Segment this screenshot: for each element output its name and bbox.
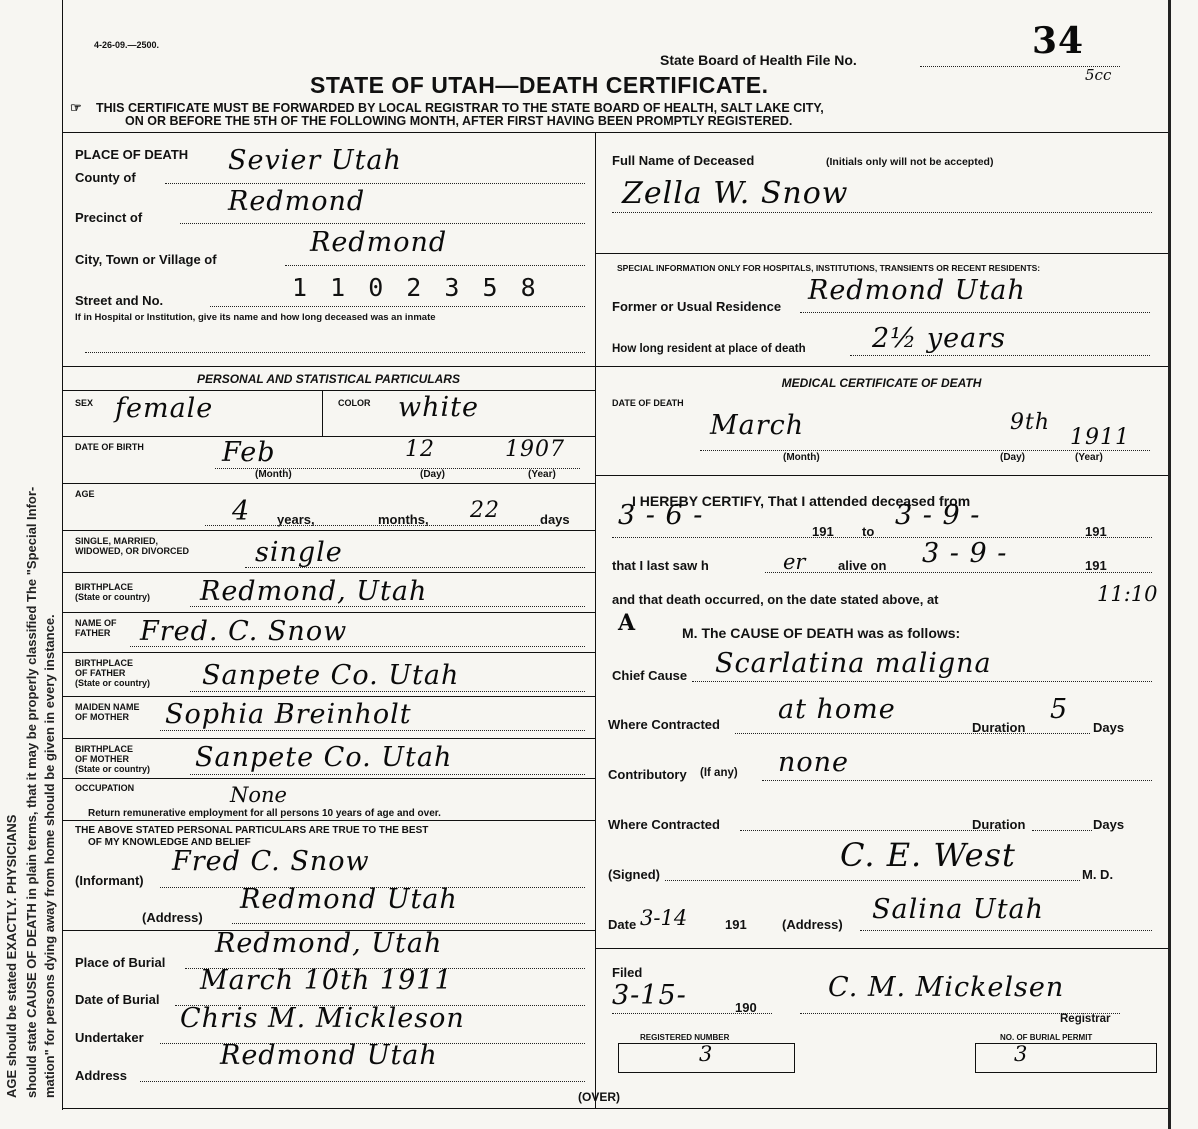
registered-number-value: 3: [699, 1042, 713, 1066]
informant-value: Fred C. Snow: [172, 846, 370, 877]
last-saw-label: that I last saw h: [612, 558, 709, 573]
informant-label: (Informant): [75, 873, 144, 888]
alive-on-line: [765, 572, 1152, 573]
registered-number-label: REGISTERED NUMBER: [640, 1033, 730, 1042]
death-date-divider: [595, 475, 1168, 476]
age-days-value: 22: [470, 498, 500, 523]
signed-line: [665, 880, 1080, 881]
left-border: [62, 0, 63, 1110]
chief-cause-value: Scarlatina maligna: [715, 648, 992, 679]
contributory-label: Contributory: [608, 767, 687, 782]
medical-section-title: MEDICAL CERTIFICATE OF DEATH: [781, 376, 982, 390]
mother-birthplace-line: [190, 774, 585, 775]
father-birthplace-label-1: BIRTHPLACE: [75, 658, 133, 668]
occupation-label: OCCUPATION: [75, 783, 135, 793]
mother-row-divider: [62, 738, 595, 739]
notice-line-1: THIS CERTIFICATE MUST BE FORWARDED BY LOCAL REGISTRAR TO THE STATE BOARD OF HEALTH, SALT LAKE CITY,: [96, 101, 824, 115]
name-divider: [595, 253, 1168, 254]
age-years-label: years,: [277, 512, 315, 527]
father-line: [130, 646, 585, 647]
color-value: white: [398, 392, 479, 423]
marital-value: single: [255, 537, 343, 568]
death-time-value: 11:10: [1097, 582, 1158, 606]
over-label: (OVER): [578, 1090, 620, 1104]
attended-to-year: 191: [1085, 524, 1107, 539]
residence-value: Redmond Utah: [808, 275, 1026, 306]
death-day-caption: (Day): [1000, 452, 1026, 463]
duration-value: 5: [1050, 694, 1069, 725]
cert-date-label: Date: [608, 917, 637, 932]
mother-birthplace-label-3: (State or country): [75, 764, 151, 774]
resident-duration-line: [850, 355, 1150, 356]
last-saw-value: er: [783, 550, 806, 574]
hospital-line: [85, 352, 585, 353]
notice-line-2: ON OR BEFORE THE 5TH OF THE FOLLOWING MONTH, AFTER FIRST HAVING BEEN PROMPTLY REGISTERED.: [125, 114, 793, 128]
informant-address-value: Redmond Utah: [240, 884, 458, 915]
father-birthplace-label-3: (State or country): [75, 678, 151, 688]
precinct-value: Redmond: [228, 186, 366, 217]
death-date-label: DATE OF DEATH: [612, 398, 684, 408]
burial-place-value: Redmond, Utah: [215, 928, 443, 959]
sex-color-divider: [322, 390, 323, 436]
dob-year-caption: (Year): [528, 469, 556, 480]
marital-label-2: WIDOWED, OR DIVORCED: [75, 546, 189, 556]
duration-2-label: Duration: [972, 817, 1026, 832]
contributory-value: none: [778, 747, 850, 778]
residence-label: Former or Usual Residence: [612, 299, 782, 314]
personal-title-divider: [62, 390, 595, 391]
death-month-value: March: [710, 410, 805, 441]
county-value: Sevier Utah: [228, 145, 402, 176]
registrar-label: Registrar: [1060, 1013, 1111, 1025]
place-section-divider: [62, 366, 595, 367]
mother-birthplace-row-divider: [62, 778, 595, 779]
sex-value: female: [115, 393, 214, 424]
deceased-name-note: (Initials only will not be accepted): [826, 156, 994, 168]
attest-line-2: OF MY KNOWLEDGE AND BELIEF: [88, 837, 251, 848]
attended-line: [612, 537, 1152, 538]
attended-to-value: 3 - 9 -: [895, 500, 981, 531]
informant-address-label: (Address): [142, 910, 203, 925]
burial-permit-label: NO. OF BURIAL PERMIT: [1000, 1033, 1093, 1042]
am-value: A: [618, 610, 637, 636]
death-month-caption: (Month): [783, 452, 820, 463]
margin-note: 5cc: [1085, 66, 1112, 84]
mother-birthplace-label-1: BIRTHPLACE: [75, 744, 133, 754]
death-day-value: 9th: [1010, 410, 1051, 435]
duration-days-label: Days: [1093, 720, 1125, 735]
undertaker-address-value: Redmond Utah: [220, 1040, 438, 1071]
father-row-divider: [62, 652, 595, 653]
street-label: Street and No.: [75, 293, 164, 308]
deceased-name-label: Full Name of Deceased: [612, 153, 755, 168]
filed-year: 190: [735, 1000, 757, 1015]
residence-section-divider: [595, 366, 1168, 367]
undertaker-value: Chris M. Mickleson: [180, 1003, 465, 1034]
side-note-line-2: mation" for persons dying away from home should be given in every instance.: [42, 614, 57, 1098]
mother-label-1: MAIDEN NAME: [75, 702, 140, 712]
precinct-line: [180, 223, 585, 224]
father-birthplace-row-divider: [62, 696, 595, 697]
file-no-label: State Board of Health File No.: [660, 52, 857, 68]
age-months-label: months,: [378, 512, 429, 527]
dob-day-caption: (Day): [420, 469, 446, 480]
alive-on-label: alive on: [838, 558, 887, 573]
birthplace-value: Redmond, Utah: [200, 576, 428, 607]
where-contracted-label: Where Contracted: [608, 717, 720, 732]
hospital-note: If in Hospital or Institution, give its name and how long deceased was an inmate: [75, 312, 436, 323]
attended-from-year: 191: [812, 524, 834, 539]
form-number: 4-26-09.—2500.: [94, 40, 160, 50]
marital-label-1: SINGLE, MARRIED,: [75, 536, 159, 546]
dob-label: DATE OF BIRTH: [75, 442, 144, 452]
contributory-note: (If any): [700, 767, 738, 779]
father-name-value: Fred. C. Snow: [140, 616, 348, 647]
contributory-line: [762, 780, 1152, 781]
cert-address-line: [860, 930, 1152, 931]
burial-date-value: March 10th 1911: [200, 965, 453, 996]
side-note-line-0: AGE should be stated EXACTLY. PHYSICIANS: [4, 814, 19, 1098]
informant-address-line: [232, 923, 585, 924]
age-line: [205, 525, 540, 526]
age-label: AGE: [75, 489, 95, 499]
occupation-note: Return remunerative employment for all persons 10 years of age and over.: [88, 808, 441, 819]
deceased-name-line: [612, 212, 1152, 213]
father-birthplace-value: Sanpete Co. Utah: [202, 660, 460, 691]
burial-permit-box: [975, 1043, 1157, 1073]
undertaker-address-label: Address: [75, 1068, 128, 1083]
birthplace-label-1: BIRTHPLACE: [75, 582, 133, 592]
dob-month-value: Feb: [222, 437, 276, 468]
city-value: Redmond: [310, 227, 448, 258]
alive-on-year: 191: [1085, 558, 1107, 573]
birthplace-row-divider: [62, 612, 595, 613]
city-line: [285, 265, 585, 266]
age-years-value: 4: [232, 496, 251, 527]
duration-2-line: [1032, 830, 1092, 831]
alive-on-value: 3 - 9 -: [922, 538, 1008, 569]
resident-duration-value: 2½ years: [872, 323, 1007, 354]
special-info-label: SPECIAL INFORMATION ONLY FOR HOSPITALS, INSTITUTIONS, TRANSIENTS OR RECENT RESIDENTS:: [617, 263, 1041, 273]
marital-row-divider: [62, 572, 595, 573]
dob-month-caption: (Month): [255, 469, 292, 480]
death-date-line: [700, 450, 1150, 451]
mother-line: [160, 730, 585, 731]
signed-label: (Signed): [608, 867, 660, 882]
personal-section-title: PERSONAL AND STATISTICAL PARTICULARS: [197, 372, 460, 386]
father-label-2: FATHER: [75, 628, 111, 638]
burial-date-label: Date of Burial: [75, 992, 160, 1007]
cert-address-label: (Address): [782, 917, 843, 932]
street-line: [210, 306, 585, 307]
where-contracted-2-line: [740, 830, 1000, 831]
birthplace-label-2: (State or country): [75, 592, 151, 602]
filed-date-value: 3-15-: [612, 980, 687, 1011]
marital-line: [245, 567, 585, 568]
undertaker-address-line: [140, 1081, 585, 1082]
burial-place-label: Place of Burial: [75, 955, 166, 970]
side-note-line-1: should state CAUSE OF DEATH in plain terms, that it may be properly classified The "Special Infor-: [24, 486, 39, 1098]
resident-duration-label: How long resident at place of death: [612, 343, 806, 355]
father-label-1: NAME OF: [75, 618, 117, 628]
certify-text: I HEREBY CERTIFY, That I attended deceased from: [632, 493, 971, 509]
dob-day-value: 12: [405, 437, 435, 462]
occupation-row-divider: [62, 820, 595, 821]
undertaker-label: Undertaker: [75, 1030, 144, 1045]
occupation-value: None: [230, 783, 287, 807]
bottom-border: [62, 1108, 1168, 1109]
pointing-hand-icon: ☞: [70, 100, 82, 115]
chief-cause-label: Chief Cause: [612, 668, 688, 683]
column-divider: [595, 132, 596, 1108]
attest-line-1: THE ABOVE STATED PERSONAL PARTICULARS ARE TRUE TO THE BEST: [75, 825, 429, 836]
where-contracted-line: [735, 733, 1090, 734]
file-no-value: 34: [1032, 20, 1085, 62]
father-birthplace-line: [190, 691, 585, 692]
attended-to-label: to: [862, 524, 875, 539]
mother-label-2: OF MOTHER: [75, 712, 129, 722]
duration-label: Duration: [972, 720, 1026, 735]
deceased-name-value: Zella W. Snow: [622, 176, 849, 211]
father-birthplace-label-2: OF FATHER: [75, 668, 126, 678]
burial-permit-value: 3: [1014, 1042, 1028, 1066]
age-days-label: days: [540, 512, 570, 527]
physician-signature: C. E. West: [840, 836, 1016, 874]
registered-number-box: [618, 1043, 795, 1073]
cause-intro: M. The CAUSE OF DEATH was as follows:: [682, 625, 961, 641]
chief-cause-line: [692, 681, 1152, 682]
cert-date-value: 3-14: [640, 906, 688, 930]
certificate-title: STATE OF UTAH—DEATH CERTIFICATE.: [310, 72, 769, 98]
medical-section-divider: [595, 948, 1168, 949]
dob-year-value: 1907: [505, 437, 565, 462]
duration-2-days-label: Days: [1093, 817, 1125, 832]
filed-label: Filed: [612, 965, 643, 980]
color-label: COLOR: [338, 398, 371, 408]
where-contracted-2-label: Where Contracted: [608, 817, 720, 832]
filed-line: [612, 1013, 772, 1014]
dob-row-divider: [62, 483, 595, 484]
header-divider: [62, 132, 1168, 133]
registrar-signature: C. M. Mickelsen: [828, 972, 1065, 1003]
residence-line: [800, 312, 1150, 313]
md-label: M. D.: [1082, 867, 1114, 882]
sex-label: SEX: [75, 398, 94, 408]
death-year-caption: (Year): [1075, 452, 1103, 463]
place-of-death-label: PLACE OF DEATH: [75, 147, 189, 162]
death-year-value: 1911: [1070, 425, 1130, 450]
mother-name-value: Sophia Breinholt: [165, 699, 412, 730]
city-label: City, Town or Village of: [75, 252, 217, 267]
birthplace-line: [190, 606, 585, 607]
attended-from-value: 3 - 6 -: [618, 500, 704, 531]
precinct-label: Precinct of: [75, 210, 143, 225]
death-occurred-text: and that death occurred, on the date stated above, at: [612, 592, 939, 607]
mother-birthplace-label-2: OF MOTHER: [75, 754, 129, 764]
county-label: County of: [75, 170, 136, 185]
right-border: [1168, 0, 1171, 1129]
county-line: [165, 183, 585, 184]
age-row-divider: [62, 530, 595, 531]
cert-address-value: Salina Utah: [872, 894, 1045, 925]
cert-date-year: 191: [725, 917, 747, 932]
street-number-value: 1 1 0 2 3 5 8: [292, 273, 540, 302]
where-contracted-value: at home: [778, 694, 896, 725]
mother-birthplace-value: Sanpete Co. Utah: [195, 742, 453, 773]
